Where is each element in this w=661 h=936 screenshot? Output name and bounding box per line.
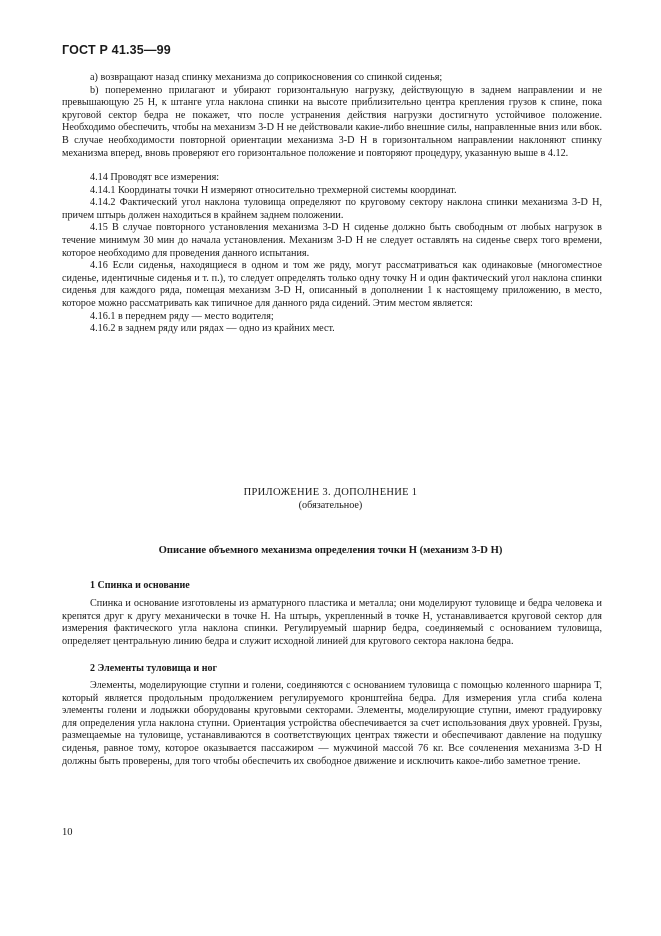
appendix-title: ПРИЛОЖЕНИЕ 3. ДОПОЛНЕНИЕ 1 (243, 487, 418, 498)
page-number: 10 (62, 827, 73, 838)
section-1-title: 1 Спинка и основание (90, 580, 190, 591)
appendix-status: (обязательное) (298, 500, 363, 511)
clause-4-16: 4.16 Если сиденья, находящиеся в одном и том же ряду, могут рассматриваться как одинаковые (многоместное сиденье, идентичные сиденья и т. п.), то следует определять только одну точку Н и один фактический угол наклона спинки сиденья для каждого ряда, помещая механизм 3-D Н, описанный в дополнении 1 к настоящему приложению, в место, которое можно рассматривать как типичное для данного ряда сидений. Этим местом является: (62, 260, 602, 309)
section-1-text: Спинка и основание изготовлены из арматурного пластика и металла; они моделируют туловище и бедра человека и крепятся друг к другу механически в точке Н. На штырь, укрепленный в точке Н, устанавливается круговой сектор для измерения фактического угла наклона спинки. Регулируемый шарнир бедра, соединяемый с основанием туловища, определяет центральную линию бедра и служит исходной линией для кругового сектора наклона бедра. (62, 598, 602, 647)
clause-4-16-1: 4.16.1 в переднем ряду — место водителя; (90, 310, 274, 322)
item-a: а) возвращают назад спинку механизма до соприкосновения со спинкой сиденья; (90, 72, 443, 83)
section-2-title: 2 Элементы туловища и ног (90, 663, 217, 674)
clause-4-14: 4.14 Проводят все измерения: (90, 172, 220, 183)
clause-4-14-2: 4.14.2 Фактический угол наклона туловища определяют по круговому сектору наклона спинки механизма 3-D Н, причем штырь должен находиться в крайнем заднем положении. (62, 197, 602, 221)
section-2-text: Элементы, моделирующие ступни и голени, соединяются с основанием туловища с помощью коленного шарнира Т, который является продольным продолжением регулируемого кронштейна бедра. Для измерения угла сгиба колена элементы голени и лодыжки оборудованы круговыми секторами. Элементы, моделирующие ступни, имеют градуировку для определения угла наклона ступни. Ориентация устройства обеспечивается за счет использования двух уровней. Грузы, размещаемые на туловище, устанавливаются в соответствующих центрах тяжести и обеспечивают давление на подушку сиденья, равное тому, которое оказывается пассажиром — мужчиной массой 76 кг. Все сочленения механизма 3-D Н должны быть проверены, для того чтобы обеспечить их свободное движение и исключить какое-либо заметное трение. (62, 680, 602, 767)
standard-header: ГОСТ Р 41.35—99 (62, 43, 171, 57)
clauses (62, 172, 602, 336)
section-1-body (62, 598, 602, 648)
section-2-body (62, 680, 602, 768)
item-b: b) попеременно прилагают и убирают горизонтальную нагрузку, действующую в заднем направлении и не превышающую 25 Н, к штанге угла наклона спинки на высоте приблизительно центра крепления грузов к спине, пока круговой сектор бедра не покажет, что после устранения действия нагрузки достигнуто устойчивое положение. Необходимо обеспечить, чтобы на механизм 3-D Н не действовали какие-либо внешние силы, направленные вниз или вбок. В случае необходимости повторной ориентации механизма 3-D Н в горизонтальном направлении наклоняют спинку механизма вперед, вновь проверяют его горизонтальное положение и повторяют процедуру, указанную выше в 4.12. (62, 84, 602, 159)
clause-4-15: 4.15 В случае повторного установления механизма 3-D Н сиденье должно быть свободным от любых нагрузок в течение минимум 30 мин до начала установления. Механизм 3-D Н не следует оставлять на сиденье сверх того времени, которое необходимо для проведения данного испытания. (62, 222, 602, 259)
clause-4-16-2: 4.16.2 в заднем ряду или рядах — одно из крайних мест. (90, 323, 335, 335)
appendix-heading: Описание объемного механизма определения точки Н (механизм 3-D Н) (158, 545, 503, 556)
intro-items (62, 72, 602, 160)
clause-4-14-1: 4.14.1 Координаты точки Н измеряют относительно трехмерной системы координат. (90, 184, 457, 196)
